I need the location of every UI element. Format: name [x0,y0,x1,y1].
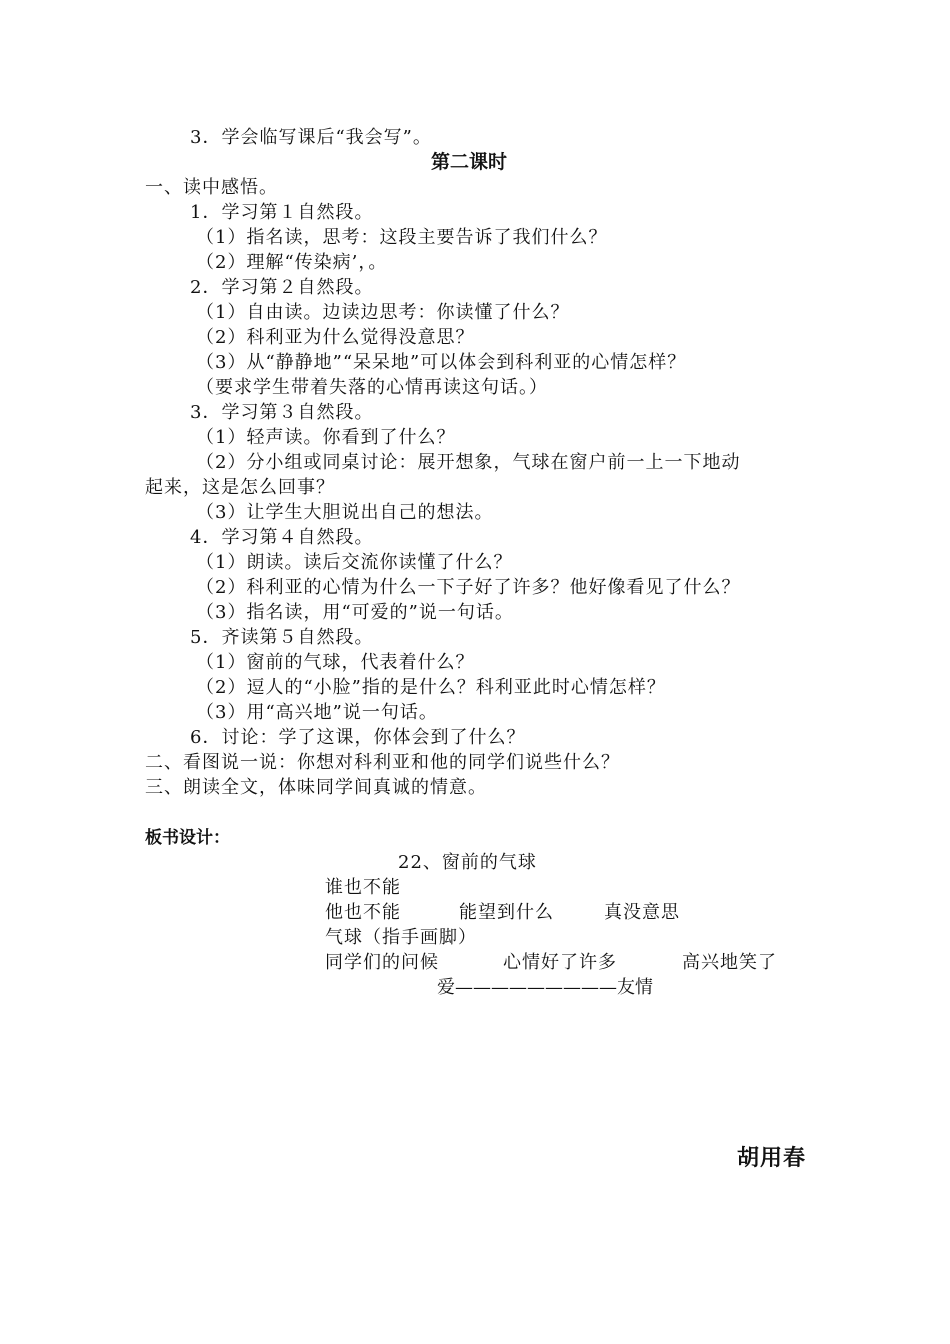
part3: 三、朗读全文，体味同学间真诚的情意。 [145,777,487,798]
board-row-1: 谁也不能 [325,877,401,898]
step5-item-3: （3）用“高兴地”说一句话。 [196,702,438,723]
step2-title: 2．学习第２自然段。 [190,277,374,298]
board-row-3: 气球（指手画脚） [325,927,477,948]
board-row-2-b: 能望到什么 [459,902,554,923]
step2-item-4: （要求学生带着失落的心情再读这句话。） [196,377,548,398]
step3-item-3: （3）让学生大胆说出自己的想法。 [196,502,494,523]
step6: 6．讨论：学了这课，你体会到了什么？ [190,727,526,748]
board-label: 板书设计： [145,828,230,848]
board-row-4-c: 高兴地笑了 [682,952,777,973]
step1-item-1: （1）指名读，思考：这段主要告诉了我们什么？ [196,227,608,248]
step4-item-2: （2）科利亚的心情为什么一下子好了许多？他好像看见了什么？ [196,577,741,598]
step2-item-3: （3）从“静静地”“呆呆地”可以体会到科利亚的心情怎样？ [196,352,687,373]
board-row-2-a: 他也不能 [325,902,401,923]
board-row-4-b: 心情好了许多 [503,952,617,973]
step1-title: 1．学习第１自然段。 [190,202,374,223]
step2-item-2: （2）科利亚为什么觉得没意思？ [196,327,475,348]
step3-title: 3．学习第３自然段。 [190,402,374,423]
top-item: 3．学会临写课后“我会写”。 [190,127,432,148]
board-row-4-a: 同学们的问候 [325,952,439,973]
part1-title: 一、读中感悟。 [145,177,278,198]
author-name: 胡用春 [737,1145,807,1171]
step4-title: 4．学习第４自然段。 [190,527,374,548]
step4-item-3: （3）指名读，用“可爱的”说一句话。 [196,602,514,623]
step5-item-2: （2）逗人的“小脸”指的是什么？科利亚此时心情怎样？ [196,677,666,698]
step3-item-2-line1: （2）分小组或同桌讨论：展开想象，气球在窗户前一上一下地动 [196,452,741,473]
board-title: 22、窗前的气球 [398,852,537,873]
board-row-2-c: 真没意思 [604,902,680,923]
part2: 二、看图说一说：你想对科利亚和他的同学们说些什么？ [145,752,620,773]
step1-item-2: （2）理解“传染病’，。 [196,252,388,273]
step2-item-1: （1）自由读。边读边思考：你读懂了什么？ [196,302,570,323]
section-title: 第二课时 [431,151,508,173]
step5-title: 5．齐读第５自然段。 [190,627,374,648]
step4-item-1: （1）朗读。读后交流你读懂了什么？ [196,552,513,573]
step3-item-2-line2: 起来，这是怎么回事？ [145,477,335,498]
step5-item-1: （1）窗前的气球，代表着什么？ [196,652,475,673]
board-row-5: 爱—————————友情 [437,977,653,998]
step3-item-1: （1）轻声读。你看到了什么？ [196,427,456,448]
